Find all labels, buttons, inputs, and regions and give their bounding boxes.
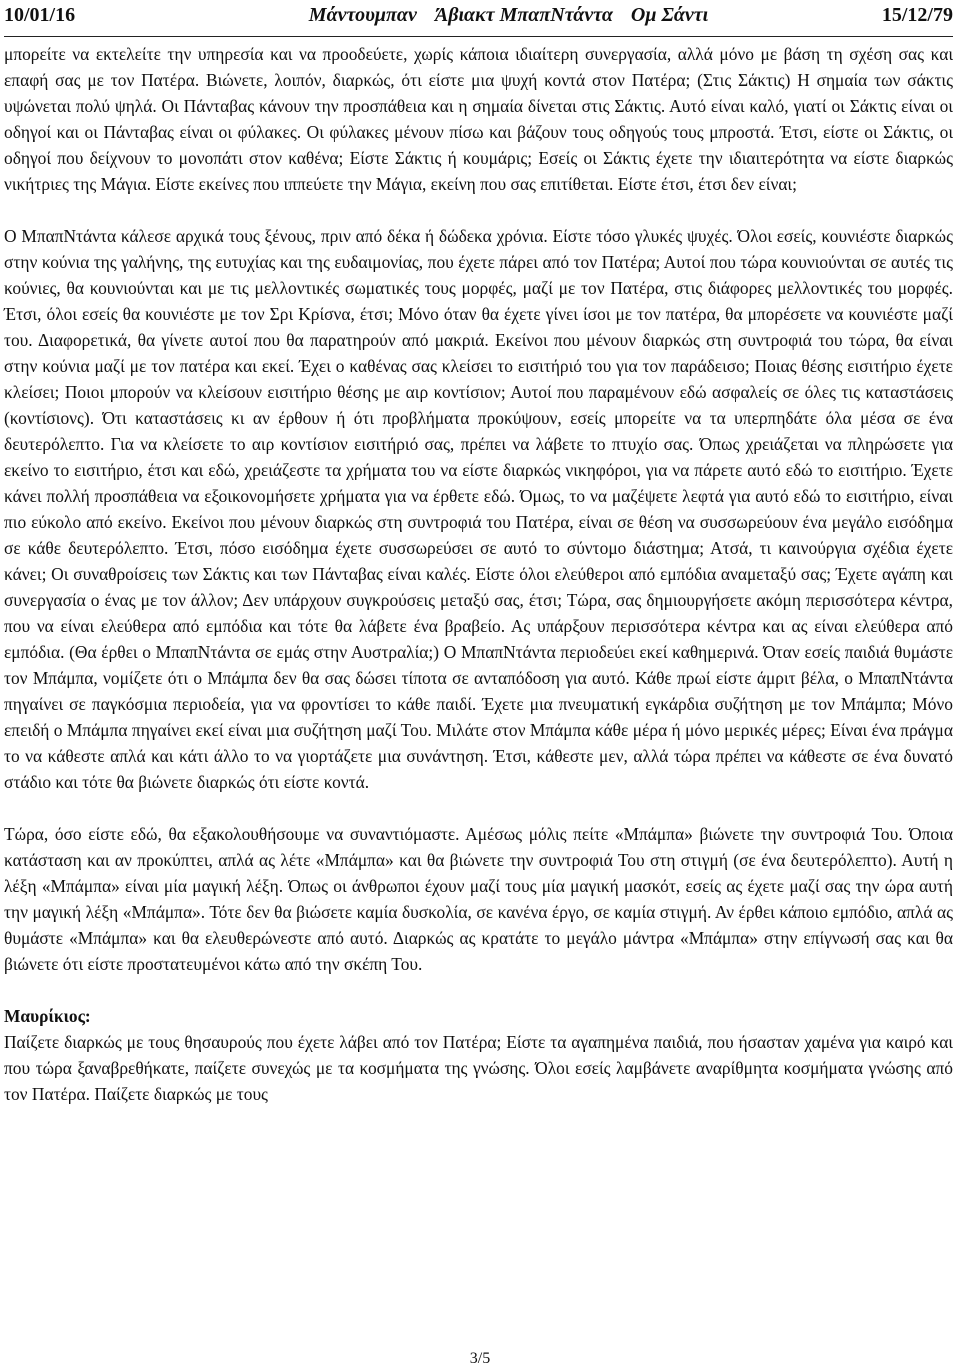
header-title-part2: Άβιακτ ΜπαπΝτάντα xyxy=(434,4,613,26)
paragraph-1: μπορείτε να εκτελείτε την υπηρεσία και να προοδεύετε, χωρίς κάποια ιδιαίτερη συνεργασία, αλλά μόνο με βάση τη σχέση σας και επαφή σας με τον Πατέρα. Βιώνετε, λοιπόν, διαρκώς, ότι είστε μια ψυχή κοντά στον Πατέρα; (Στις Σάκτις) Η σημαία των σάκτις υψώνεται πολύ ψηλά. Οι Πάνταβας κάνουν την προσπάθεια και η σημαία δίνεται στις Σάκτις. Αυτό είναι καλό, γιατί οι Σάκτις είναι οι οδηγοί και οι Πάνταβας είναι οι φύλακες. Οι φύλακες μένουν πίσω και βάζουν τους οδηγούς τους μπροστά. Έτσι, είστε οι Σάκτις, οι οδηγοί που δείχνουν το μονοπάτι στον καθένα; Είστε Σάκτις ή κουμάρις; Εσείς οι Σάκτις έχετε την ιδιαιτερότητα να είστε διαρκώς νικήτριες της Μάγια. Είστε εκείνες που ιππεύετε την Μάγια, εκείνη που σας επιτίθεται. Είστε έτσι, έτσι δεν είναι; xyxy=(4,44,953,194)
speaker-paragraph: Παίζετε διαρκώς με τους θησαυρούς που έχετε λάβει από τον Πατέρα; Είστε τα αγαπημένα παιδιά, που ήσασταν χαμένα για καιρό και που τώρα ξαναβρεθήκατε, παίζετε συνεχώς με τα κοσμήματα της γνώσης. Όλοι εσείς λαμβάνετε αναρίθμητα κοσμήματα γνώσης από τον Πατέρα. Παίζετε διαρκώς με τους xyxy=(4,1032,953,1104)
header-date-right: 15/12/79 xyxy=(881,4,953,26)
page-number: 3/5 xyxy=(469,1350,491,1367)
page-header xyxy=(4,0,953,28)
paragraph-3: Τώρα, όσο είστε εδώ, θα εξακολουθήσουμε να συναντιόμαστε. Αμέσως μόλις πείτε «Μπάμπα» βιώνετε την συντροφιά Του. Όποια κατάσταση και αν προκύπτει, απλά ας λέτε «Μπάμπα» και θα βιώνετε την συντροφιά Του στη στιγμή (σε ένα δευτερόλεπτο). Αυτή η λέξη «Μπάμπα» είναι μία μαγική λέξη. Όπως οι άνθρωποι έχουν μαζί τους μία μαγική μασκότ, εσείς ας έχετε μαζί σας την ώρα αυτή την μαγική λέξη «Μπάμπα». Τότε δεν θα βιώσετε καμία δυσκολία, σε κανένα έργο, σε καμία στιγμή. Αν έρθει κάποιο εμπόδιο, απλά ας θυμάστε «Μπάμπα» και θα ελευθερώνεστε από αυτό. Διαρκώς ας κρατάτε το μεγάλο μάντρα «Μπάμπα» στην επίγνωσή σας και θα βιώνετε ότι είστε προστατευμένοι κάτω από την σκέπη Του. xyxy=(4,824,953,974)
paragraph-gap xyxy=(4,795,953,821)
header-title-part3: Ομ Σάντι xyxy=(630,4,709,26)
paragraph-2: Ο ΜπαπΝτάντα κάλεσε αρχικά τους ξένους, πριν από δέκα ή δώδεκα χρόνια. Είστε τόσο γλυκές ψυχές. Όλοι εσείς, κουνιέστε διαρκώς στην κούνια της γαλήνης, της ευτυχίας και της ευδαιμονίας, που έχετε πάρει από τον Πατέρα; Αυτοί που τώρα κουνιούνται σε αυτές τις κούνιες, θα κουνιούνται και με τις μελλοντικές σωματικές τους μορφές, μαζί με τον Πατέρα, στις διάφορες μελλοντικές του μορφές. Έτσι, όλοι εσείς θα κουνιέστε με τον Σρι Κρίσνα, έτσι; Μόνο όταν θα έχετε γίνει ίσοι με τον πατέρα, θα μπορέσετε να κουνιέστε μαζί του. Διαφορετικά, θα γίνετε αυτοί που θα παρατηρούν από μακριά. Εκείνοι που μένουν διαρκώς στη συντροφιά του τώρα, θα είναι στην κούνια μαζί με τον πατέρα και εκεί. Έχει ο καθένας σας κλείσει το εισιτήριό του για τον παράδεισο; Ποιας θέσης εισιτήριο έχετε κλείσει; Ποιοι μπορούν να κλείσουν εισιτήριο θέσης με αιρ κοντίσιον; Αυτοί που παραμένουν εδώ ασφαλείς σε όλες τις καταστάσεις (κοντίσιονς). Ότι καταστάσεις κι αν έρθουν ή ότι προβλήματα προκύψουν, εσείς μπορείτε να τα υπερπηδάτε όλα μέσα σε ένα δευτερόλεπτο. Για να κλείσετε το αιρ κοντίσιον εισιτήριό σας, πρέπει να λάβετε το πτυχίο σας. Όπως χρειάζεται να πληρώσετε για εκείνο το εισιτήριο, έτσι και εδώ, χρειάζεστε τα χρήματα του να είστε διαρκώς νικηφόροι, για να πάρετε αυτό εδώ το εισιτήριο. Έχετε κάνει πολλή προσπάθεια να εξοικονομήσετε χρήματα για να έρθετε εδώ. Όμως, το να μαζέψετε λεφτά για αυτό εδώ το εισιτήριο, είναι πιο εύκολο από εκείνο. Εκείνοι που μένουν διαρκώς στη συντροφιά του Πατέρα, είναι σε θέση να συσσωρεύουν ένα μεγάλο εισόδημα σε κάθε δευτερόλεπτο. Έτσι, πόσο εισόδημα έχετε συσσωρεύσει σε αυτό το σύντομο διάστημα; Ατσά, τι καινούργια σχέδια έχετε κάνει; Οι συναθροίσεις των Σάκτις και των Πάνταβας είναι καλές. Είστε όλοι ελεύθεροι από εμπόδια αναμεταξύ σας; Έχετε αγάπη και συνεργασία ο ένας με τον άλλον; Δεν υπάρχουν συγκρούσεις μεταξύ σας, έτσι; Τώρα, σας δημιουργήσετε ακόμη περισσότερα κέντρα, που να είναι ελεύθερα από εμπόδια και τότε θα λάβετε ένα βραβείο. Ας υπάρξουν περισσότερα κέντρα και ας είναι ελεύθερα από εμπόδια. (Θα έρθει ο ΜπαπΝτάντα σε εμάς στην Αυστραλία;) Ο ΜπαπΝτάντα περιοδεύει εκεί καθημερινά. Όταν εσείς παιδιά θυμάστε τον Μπάμπα, νομίζετε ότι ο Μπάμπα δεν θα σας δώσει τίποτα σε ανταπόδοση για αυτό. Κάθε πρωί είστε άμριτ βέλα, ο ΜπαπΝτάντα πηγαίνει σε παγκόσμια περιοδεία, για να φροντίσει το κάθε παιδί. Έχετε μια πνευματική εγκάρδια συζήτηση με τον Μπάμπα; Μόνο επειδή ο Μπάμπα πηγαίνει εκεί είναι μια συζήτηση μαζί Του. Μιλάτε στον Μπάμπα κάθε μέρα ή μόνο μερικές μέρες; Είναι ένα πράγμα το να κάθεστε απλά και κάτι άλλο το να γιορτάζετε μια συνάντηση. Έτσι, κάθεστε μεν, αλλά τώρα πρέπει να κάθεστε σε ένα δυνατό στάδιο και τότε θα βιώνετε διαρκώς ότι είστε κοντά. xyxy=(4,226,953,792)
document-body xyxy=(4,41,953,1107)
speaker-name: Μαυρίκιος: xyxy=(4,1006,91,1026)
header-date-left: 10/01/16 xyxy=(4,4,76,26)
paragraph-gap xyxy=(4,977,953,1003)
header-title xyxy=(309,2,708,28)
header-title-part1: Μάντουμπαν xyxy=(308,4,417,26)
paragraph-gap xyxy=(4,197,953,223)
header-divider xyxy=(4,36,953,37)
